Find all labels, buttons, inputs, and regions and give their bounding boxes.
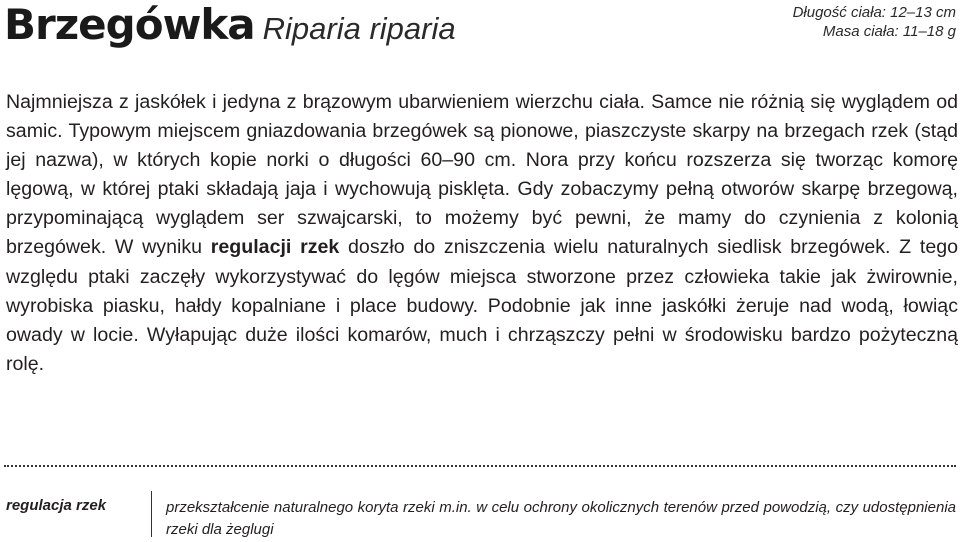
description-text-part-2: doszło do zniszczenia wielu naturalnych siedlisk brzegówek. Z tego względu ptaki zaczęły wykorzystywać do lęgów miejsca stworzone przez człowieka takie jak żwirownie, wyrobiska piasku, hałdy kopalniane i place budowy. Podobnie jak inne jaskółki żeruje nad wodą, łowiąc owady w locie. Wyłapując duże ilości komarów, much i chrząszczy pełni w środowisku bardzo pożyteczną rolę.	[6, 236, 959, 375]
species-stats	[793, 3, 956, 41]
body-length: Długość ciała: 12–13 cm	[792, 4, 956, 21]
latin-name: Riparia riparia	[262, 11, 456, 46]
body-mass: Masa ciała: 11–18 g	[822, 23, 956, 40]
glossary-definition: przekształcenie naturalnego koryta rzeki m.in. w celu ochrony okolicznych terenów przed powodzią, czy udostępnienia rzeki dla żeglugi	[166, 499, 956, 538]
glossary-divider	[151, 491, 152, 537]
glossary-term: regulacja rzek	[6, 497, 107, 514]
glossary-keyword: regulacji rzek	[210, 236, 340, 259]
species-name: Brzegówka	[4, 0, 255, 49]
page-title-block	[4, 0, 456, 49]
description-text-part-1: Najmniejsza z jaskółek i jedyna z brązowym ubarwieniem wierzchu ciała. Samce nie różnią się wyglądem od samic. Typowym miejscem gniazdowania brzegówek są pionowe, piaszczyste skarpy na brzegach rzek (stąd jej nazwa), w których kopie norki o długości 60–90 cm. Nora przy końcu rozszerza się tworząc komorę lęgową, w której ptaki składają jaja i wychowują pisklęta. Gdy zobaczymy pełną otworów skarpę brzegową, przypominającą wyglądem ser szwajcarski, to możemy być pewni, że mamy do czynienia z kolonią brzegówek. W wyniku	[6, 91, 958, 259]
description-paragraph	[6, 88, 958, 379]
dotted-divider	[4, 465, 956, 467]
